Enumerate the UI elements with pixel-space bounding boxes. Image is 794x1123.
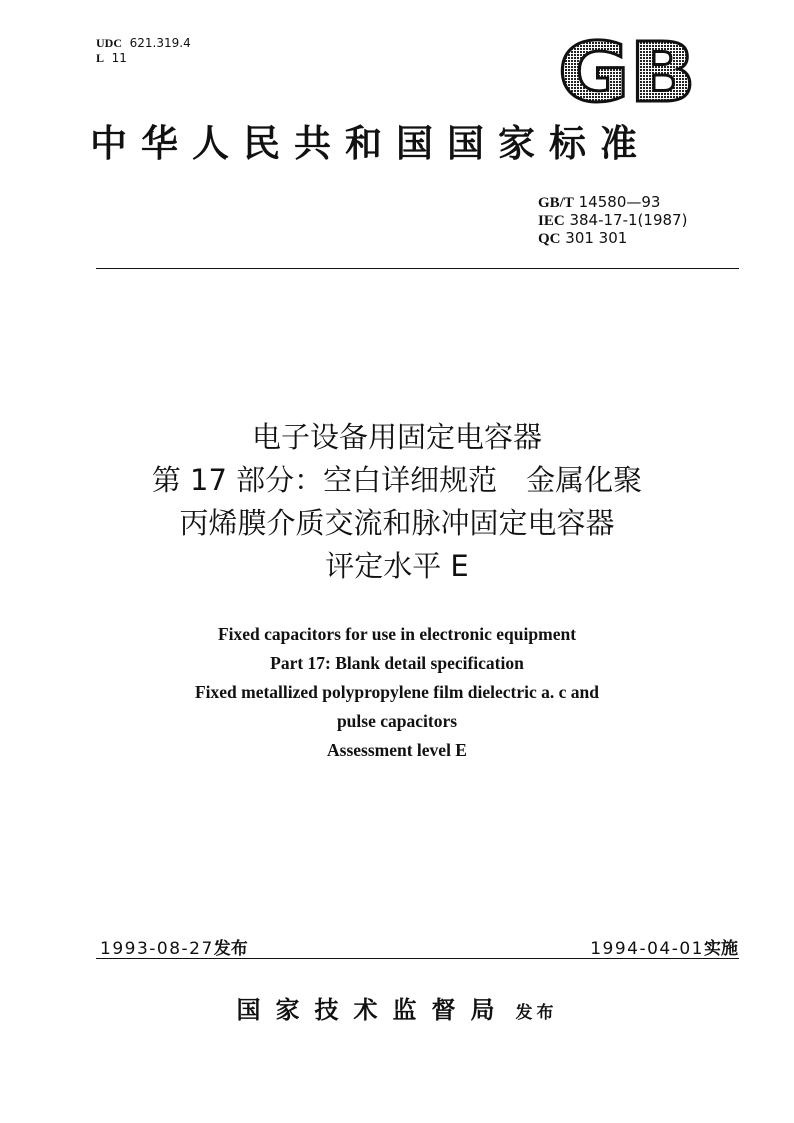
english-title <box>60 620 734 765</box>
standard-codes <box>538 194 687 248</box>
udc-line <box>96 36 191 51</box>
issue-date <box>100 934 248 959</box>
publisher-org: 国家技术监督局 <box>236 995 510 1024</box>
effective-date-value: 1994-04-01 <box>590 939 704 959</box>
standard-title: 中华人民共和国国家标准 <box>90 121 651 165</box>
header-divider <box>96 268 739 269</box>
class-line <box>96 51 191 66</box>
gb-code-number: 14580—93 <box>578 193 661 211</box>
gb-logo-text: GB <box>558 36 696 108</box>
class-value: 11 <box>111 51 127 65</box>
effective-date-label: 实施 <box>704 939 738 959</box>
chinese-title <box>60 416 734 588</box>
qc-code-prefix: QC <box>538 231 561 247</box>
iec-code-prefix: IEC <box>538 213 565 229</box>
chinese-title-line: 评定水平 E <box>325 549 469 583</box>
english-title-line: Part 17: Blank detail specification <box>270 653 524 673</box>
udc-value: 621.319.4 <box>129 36 191 50</box>
effective-date <box>590 934 738 959</box>
udc-label: UDC <box>96 36 122 50</box>
english-title-line: Fixed capacitors for use in electronic equipment <box>217 624 577 644</box>
publisher <box>0 990 794 1025</box>
chinese-title-line: 电子设备用固定电容器 <box>251 420 542 454</box>
gb-logo <box>556 36 698 108</box>
footer-divider <box>96 958 739 959</box>
qc-code-number: 301 301 <box>565 229 628 247</box>
iec-code <box>538 212 687 230</box>
udc-block <box>96 36 191 66</box>
gb-code-prefix: GB/T <box>538 195 574 211</box>
issue-date-value: 1993-08-27 <box>100 939 214 959</box>
english-title-line: pulse capacitors <box>336 711 458 731</box>
class-label: L <box>96 51 105 65</box>
gb-code <box>538 194 687 212</box>
issue-date-label: 发布 <box>213 939 248 959</box>
chinese-title-line: 第 17 部分：空白详细规范 金属化聚 <box>151 463 643 497</box>
qc-code <box>538 230 687 248</box>
iec-code-number: 384-17-1(1987) <box>569 211 688 229</box>
chinese-title-line: 丙烯膜介质交流和脉冲固定电容器 <box>179 506 615 540</box>
publisher-action: 发布 <box>515 1003 558 1023</box>
english-title-line: Assessment level E <box>327 740 467 760</box>
english-title-line: Fixed metallized polypropylene film dielectric a. c and <box>194 682 600 702</box>
